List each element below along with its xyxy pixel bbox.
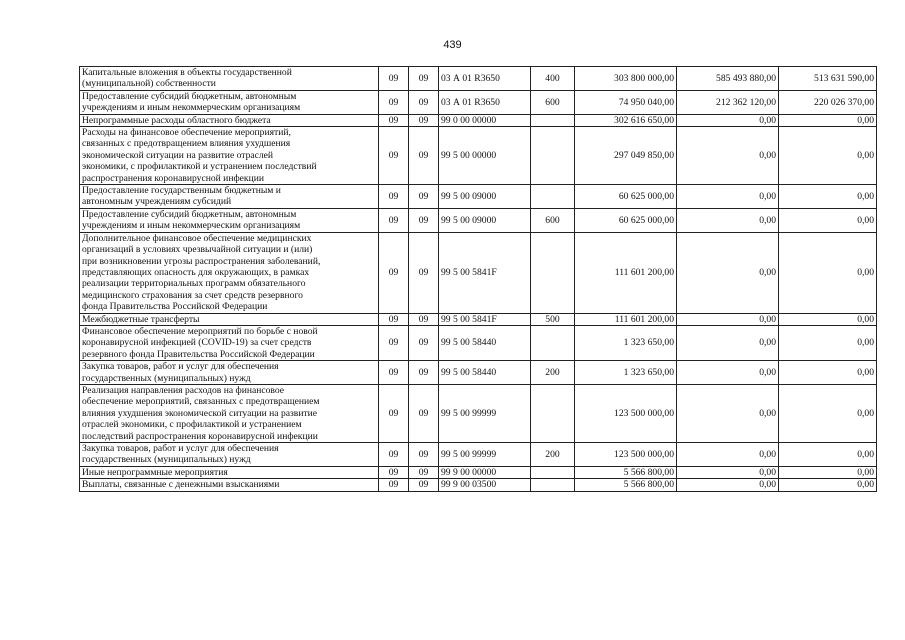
amount-year3-cell: 0,00 <box>779 479 877 491</box>
amount-year2-cell: 0,00 <box>677 232 779 313</box>
table-row <box>80 208 877 232</box>
expense-type-cell: 500 <box>531 313 575 325</box>
amount-year1-cell: 1 323 650,00 <box>575 325 677 360</box>
budget-table <box>79 66 877 492</box>
subsection-code-cell: 09 <box>409 232 439 313</box>
amount-year1-cell: 302 616 650,00 <box>575 114 677 126</box>
subsection-code-cell: 09 <box>409 361 439 385</box>
amount-year3-cell: 513 631 590,00 <box>779 67 877 91</box>
section-code-cell: 09 <box>379 466 409 478</box>
subsection-code-cell: 09 <box>409 90 439 114</box>
section-code-cell: 09 <box>379 443 409 467</box>
row-name-cell: Иные непрограммные мероприятия <box>80 466 379 478</box>
section-code-cell: 09 <box>379 313 409 325</box>
subsection-code-cell: 09 <box>409 325 439 360</box>
expense-type-cell: 400 <box>531 67 575 91</box>
row-name-cell: Предоставление субсидий бюджетным, автономным учреждениям и иным некоммерческим организациям <box>80 90 379 114</box>
section-code-cell: 09 <box>379 127 409 185</box>
subsection-code-cell: 09 <box>409 67 439 91</box>
row-name-cell: Предоставление субсидий бюджетным, автономным учреждениям и иным некоммерческим организациям <box>80 208 379 232</box>
row-name-cell: Дополнительное финансовое обеспечение медицинских организаций в условиях чрезвычайной ситуации и (или) при возникновении угрозы распространения заболеваний, представляющих опасность для окружающих, в рамках реализации территориальных программ обязательного медицинского страхования за счет средств резервного фонда Правительства Российской Федерации <box>80 232 379 313</box>
amount-year1-cell: 111 601 200,00 <box>575 232 677 313</box>
row-name-cell: Реализация направления расходов на финансовое обеспечение мероприятий, связанных с предотвращением влияния ухудшения экономической ситуации на развитие отраслей экономики, с профилактикой и устранением последствий распространения коронавирусной инфекции <box>80 384 379 442</box>
row-name-cell: Финансовое обеспечение мероприятий по борьбе с новой коронавирусной инфекцией (COVID-19) за счет средств резервного фонда Правительства Российской Федерации <box>80 325 379 360</box>
amount-year2-cell: 0,00 <box>677 313 779 325</box>
expense-type-cell: 200 <box>531 443 575 467</box>
subsection-code-cell: 09 <box>409 384 439 442</box>
amount-year2-cell: 0,00 <box>677 208 779 232</box>
target-article-cell: 99 5 00 58440 <box>439 361 531 385</box>
amount-year3-cell: 0,00 <box>779 313 877 325</box>
expense-type-cell: 600 <box>531 208 575 232</box>
table-row <box>80 114 877 126</box>
table-row <box>80 479 877 491</box>
section-code-cell: 09 <box>379 325 409 360</box>
amount-year1-cell: 74 950 040,00 <box>575 90 677 114</box>
amount-year3-cell: 0,00 <box>779 384 877 442</box>
subsection-code-cell: 09 <box>409 466 439 478</box>
section-code-cell: 09 <box>379 479 409 491</box>
expense-type-cell: 200 <box>531 361 575 385</box>
amount-year3-cell: 0,00 <box>779 466 877 478</box>
section-code-cell: 09 <box>379 90 409 114</box>
section-code-cell: 09 <box>379 384 409 442</box>
amount-year1-cell: 123 500 000,00 <box>575 443 677 467</box>
amount-year3-cell: 0,00 <box>779 208 877 232</box>
section-code-cell: 09 <box>379 67 409 91</box>
section-code-cell: 09 <box>379 114 409 126</box>
amount-year3-cell: 0,00 <box>779 443 877 467</box>
subsection-code-cell: 09 <box>409 479 439 491</box>
target-article-cell: 99 5 00 5841F <box>439 232 531 313</box>
amount-year1-cell: 5 566 800,00 <box>575 466 677 478</box>
amount-year1-cell: 1 323 650,00 <box>575 361 677 385</box>
amount-year1-cell: 303 800 000,00 <box>575 67 677 91</box>
amount-year2-cell: 0,00 <box>677 443 779 467</box>
table-row <box>80 325 877 360</box>
target-article-cell: 99 5 00 09000 <box>439 208 531 232</box>
amount-year3-cell: 0,00 <box>779 325 877 360</box>
table-row <box>80 384 877 442</box>
target-article-cell: 99 5 00 99999 <box>439 443 531 467</box>
amount-year3-cell: 0,00 <box>779 361 877 385</box>
amount-year3-cell: 0,00 <box>779 232 877 313</box>
row-name-cell: Капитальные вложения в объекты государственной (муниципальной) собственности <box>80 67 379 91</box>
section-code-cell: 09 <box>379 232 409 313</box>
amount-year1-cell: 123 500 000,00 <box>575 384 677 442</box>
row-name-cell: Расходы на финансовое обеспечение мероприятий, связанных с предотвращением влияния ухудшения экономической ситуации на развитие отраслей экономики, с профилактикой и устранением последствий распространения коронавирусной инфекции <box>80 127 379 185</box>
expense-type-cell <box>531 127 575 185</box>
amount-year2-cell: 0,00 <box>677 361 779 385</box>
expense-type-cell: 600 <box>531 90 575 114</box>
subsection-code-cell: 09 <box>409 443 439 467</box>
row-name-cell: Непрограммные расходы областного бюджета <box>80 114 379 126</box>
table-row <box>80 67 877 91</box>
target-article-cell: 99 5 00 58440 <box>439 325 531 360</box>
target-article-cell: 99 0 00 00000 <box>439 114 531 126</box>
amount-year3-cell: 0,00 <box>779 127 877 185</box>
subsection-code-cell: 09 <box>409 127 439 185</box>
row-name-cell: Закупка товаров, работ и услуг для обеспечения государственных (муниципальных) нужд <box>80 361 379 385</box>
amount-year2-cell: 212 362 120,00 <box>677 90 779 114</box>
amount-year1-cell: 60 625 000,00 <box>575 185 677 209</box>
table-row <box>80 185 877 209</box>
table-row <box>80 127 877 185</box>
target-article-cell: 99 5 00 99999 <box>439 384 531 442</box>
table-row <box>80 466 877 478</box>
amount-year2-cell: 0,00 <box>677 185 779 209</box>
expense-type-cell <box>531 325 575 360</box>
subsection-code-cell: 09 <box>409 313 439 325</box>
expense-type-cell <box>531 114 575 126</box>
expense-type-cell <box>531 185 575 209</box>
amount-year3-cell: 0,00 <box>779 185 877 209</box>
row-name-cell: Закупка товаров, работ и услуг для обеспечения государственных (муниципальных) нужд <box>80 443 379 467</box>
subsection-code-cell: 09 <box>409 185 439 209</box>
target-article-cell: 99 9 00 03500 <box>439 479 531 491</box>
expense-type-cell <box>531 466 575 478</box>
table-row <box>80 443 877 467</box>
expense-type-cell <box>531 479 575 491</box>
expense-type-cell <box>531 232 575 313</box>
target-article-cell: 99 9 00 00000 <box>439 466 531 478</box>
row-name-cell: Предоставление государственным бюджетным и автономным учреждениям субсидий <box>80 185 379 209</box>
section-code-cell: 09 <box>379 185 409 209</box>
table-row <box>80 90 877 114</box>
page-number: 439 <box>443 39 462 51</box>
amount-year2-cell: 0,00 <box>677 479 779 491</box>
target-article-cell: 03 А 01 R3650 <box>439 90 531 114</box>
amount-year1-cell: 5 566 800,00 <box>575 479 677 491</box>
table-row <box>80 361 877 385</box>
section-code-cell: 09 <box>379 361 409 385</box>
expense-type-cell <box>531 384 575 442</box>
amount-year2-cell: 0,00 <box>677 384 779 442</box>
amount-year2-cell: 0,00 <box>677 127 779 185</box>
target-article-cell: 03 А 01 R3650 <box>439 67 531 91</box>
amount-year2-cell: 0,00 <box>677 466 779 478</box>
amount-year2-cell: 585 493 880,00 <box>677 67 779 91</box>
target-article-cell: 99 5 00 00000 <box>439 127 531 185</box>
amount-year3-cell: 220 026 370,00 <box>779 90 877 114</box>
amount-year1-cell: 297 049 850,00 <box>575 127 677 185</box>
target-article-cell: 99 5 00 5841F <box>439 313 531 325</box>
table-row <box>80 232 877 313</box>
row-name-cell: Межбюджетные трансферты <box>80 313 379 325</box>
subsection-code-cell: 09 <box>409 208 439 232</box>
subsection-code-cell: 09 <box>409 114 439 126</box>
amount-year1-cell: 111 601 200,00 <box>575 313 677 325</box>
amount-year2-cell: 0,00 <box>677 114 779 126</box>
table-row <box>80 313 877 325</box>
section-code-cell: 09 <box>379 208 409 232</box>
amount-year3-cell: 0,00 <box>779 114 877 126</box>
target-article-cell: 99 5 00 09000 <box>439 185 531 209</box>
amount-year1-cell: 60 625 000,00 <box>575 208 677 232</box>
row-name-cell: Выплаты, связанные с денежными взысканиями <box>80 479 379 491</box>
amount-year2-cell: 0,00 <box>677 325 779 360</box>
